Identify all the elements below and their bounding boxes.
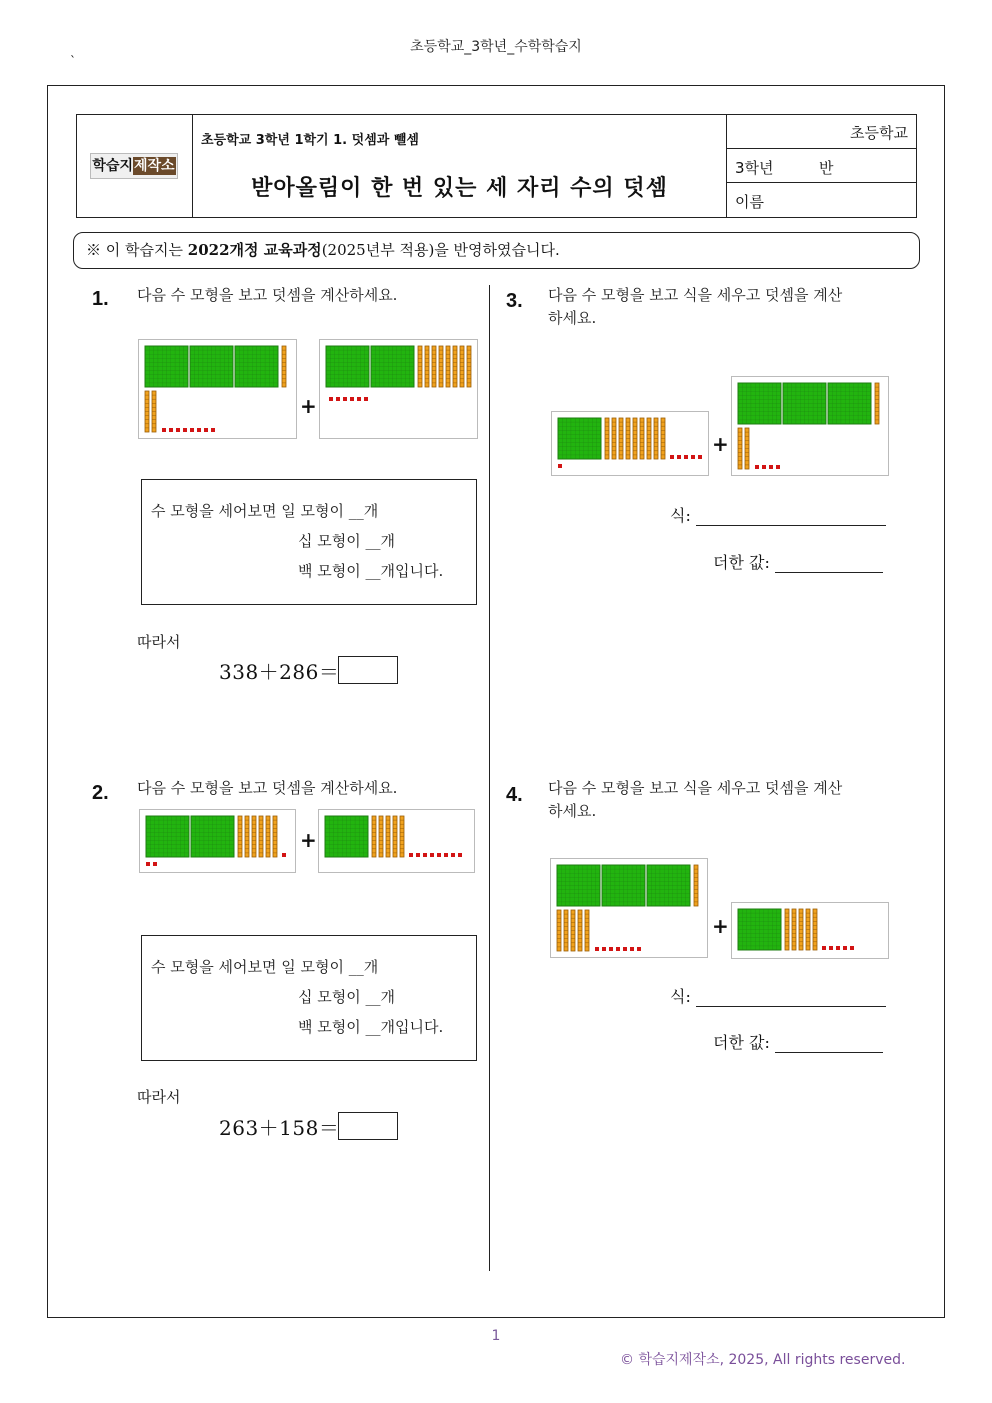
hundred-flat	[558, 418, 601, 459]
q4-instruction-line1: 다음 수 모형을 보고 식을 세우고 덧셈을 계산	[548, 779, 843, 797]
one-unit	[558, 464, 562, 468]
q3-sum-label: 더한 값:	[713, 553, 770, 572]
one-unit	[437, 853, 441, 857]
q1-model-b	[319, 339, 478, 439]
one-unit	[423, 853, 427, 857]
hundred-flat	[371, 346, 414, 387]
q4-plus-sign: +	[712, 914, 729, 938]
ten-rod	[661, 418, 665, 459]
q4-model-a	[550, 858, 708, 958]
one-unit	[416, 853, 420, 857]
q4-formula-label: 식:	[670, 987, 691, 1006]
ten-rod	[439, 346, 443, 387]
tick-mark: `	[70, 54, 76, 68]
one-unit	[350, 397, 354, 401]
q4-sum-blank[interactable]	[775, 1038, 883, 1053]
ten-rod	[386, 816, 390, 857]
ten-rod	[785, 909, 789, 950]
q2-instruction: 다음 수 모형을 보고 덧셈을 계산하세요.	[137, 779, 398, 797]
one-unit	[169, 428, 173, 432]
hundred-flat	[738, 383, 781, 424]
logo-text-1: 학습지	[92, 158, 133, 174]
school-label: 초등학교	[850, 124, 908, 142]
ten-rod	[738, 428, 742, 469]
ten-rod	[647, 418, 651, 459]
one-unit	[336, 397, 340, 401]
ten-rod	[372, 816, 376, 857]
one-unit	[755, 465, 759, 469]
q4-formula-row	[670, 984, 886, 1007]
name-label: 이름	[735, 193, 764, 211]
subtitle: 초등학교 3학년 1학기 1. 덧셈과 뺄셈	[201, 133, 419, 148]
hundred-flat	[145, 346, 188, 387]
ten-rod	[379, 816, 383, 857]
q2-equation: 263＋158＝	[219, 1116, 340, 1140]
q1-equation: 338＋286＝	[219, 660, 340, 684]
ten-rod	[799, 909, 803, 950]
class-label: 반	[819, 159, 834, 177]
q4-sum-row	[713, 1030, 883, 1053]
ten-rod	[564, 910, 568, 951]
q3-model-a	[551, 411, 709, 476]
q2-model-b	[318, 809, 475, 873]
ten-rod	[238, 816, 242, 857]
ten-rod	[418, 346, 422, 387]
ten-rod	[875, 383, 879, 424]
one-unit	[282, 853, 286, 857]
one-unit	[623, 947, 627, 951]
q2-answer-box[interactable]	[338, 1112, 398, 1140]
one-unit	[769, 465, 773, 469]
q2-count-box	[141, 935, 477, 1061]
q4-number: 4.	[506, 784, 523, 806]
hundred-flat	[146, 816, 189, 857]
notice-bold: 2022개정 교육과정	[187, 241, 322, 259]
one-unit	[364, 397, 368, 401]
notice-prefix: ※ 이 학습지는	[86, 241, 188, 259]
ten-rod	[557, 910, 561, 951]
one-unit	[595, 947, 599, 951]
hundred-flat	[738, 909, 781, 950]
one-unit	[677, 455, 681, 459]
one-unit	[357, 397, 361, 401]
ten-rod	[813, 909, 817, 950]
one-unit	[691, 455, 695, 459]
one-unit	[176, 428, 180, 432]
ten-rod	[640, 418, 644, 459]
q3-plus-sign: +	[712, 432, 729, 456]
ten-rod	[266, 816, 270, 857]
q4-formula-blank[interactable]	[696, 992, 886, 1007]
page-number: 1	[491, 1328, 501, 1344]
curriculum-notice	[73, 232, 920, 269]
ten-rod	[605, 418, 609, 459]
q1-therefore: 따라서	[137, 633, 181, 651]
column-divider	[489, 285, 490, 1271]
page-header: 초등학교_3학년_수학학습지	[410, 39, 582, 55]
ten-rod	[145, 391, 149, 432]
q2-therefore: 따라서	[137, 1088, 181, 1106]
one-unit	[684, 455, 688, 459]
q1-count-box	[141, 479, 477, 605]
q1-count-line-ones: 수 모형을 세어보면 일 모형이 __개	[151, 502, 379, 520]
q3-instruction-line2: 하세요.	[548, 309, 597, 327]
one-unit	[451, 853, 455, 857]
q1-count-line-hundreds: 백 모형이 __개입니다.	[298, 562, 444, 580]
ten-rod	[792, 909, 796, 950]
ten-rod	[571, 910, 575, 951]
ten-rod	[612, 418, 616, 459]
one-unit	[637, 947, 641, 951]
hundred-flat	[325, 816, 368, 857]
ten-rod	[252, 816, 256, 857]
main-title: 받아올림이 한 번 있는 세 자리 수의 덧셈	[251, 176, 668, 201]
logo-text-2: 제작소	[134, 158, 175, 174]
q3-sum-row	[713, 550, 883, 573]
hundred-flat	[190, 346, 233, 387]
ten-rod	[745, 428, 749, 469]
hundred-flat	[828, 383, 871, 424]
one-unit	[190, 428, 194, 432]
q4-model-b	[731, 902, 889, 959]
q3-number: 3.	[506, 290, 523, 312]
one-unit	[153, 862, 157, 866]
hundred-flat	[326, 346, 369, 387]
q2-number: 2.	[92, 782, 109, 804]
ten-rod	[460, 346, 464, 387]
hundred-flat	[557, 865, 600, 906]
info-row-school	[727, 115, 916, 149]
one-unit	[458, 853, 462, 857]
one-unit	[197, 428, 201, 432]
one-unit	[829, 946, 833, 950]
hundred-flat	[235, 346, 278, 387]
one-unit	[444, 853, 448, 857]
page-frame	[47, 85, 945, 1318]
ten-rod	[446, 346, 450, 387]
hundred-flat	[647, 865, 690, 906]
one-unit	[609, 947, 613, 951]
ten-rod	[453, 346, 457, 387]
ten-rod	[694, 865, 698, 906]
q2-count-line-hundreds: 백 모형이 __개입니다.	[298, 1018, 444, 1036]
ten-rod	[393, 816, 397, 857]
one-unit	[211, 428, 215, 432]
grade-label: 3학년	[735, 159, 774, 177]
q4-sum-label: 더한 값:	[713, 1033, 770, 1052]
one-unit	[430, 853, 434, 857]
q3-instruction-line1: 다음 수 모형을 보고 식을 세우고 덧셈을 계산	[548, 286, 843, 304]
one-unit	[329, 397, 333, 401]
logo-cell	[77, 115, 193, 217]
one-unit	[409, 853, 413, 857]
ten-rod	[585, 910, 589, 951]
q1-answer-box[interactable]	[338, 656, 398, 684]
ten-rod	[633, 418, 637, 459]
ten-rod	[400, 816, 404, 857]
one-unit	[630, 947, 634, 951]
header-table	[76, 114, 917, 218]
q3-formula-row	[670, 503, 886, 526]
q3-formula-label: 식:	[670, 506, 691, 525]
ten-rod	[654, 418, 658, 459]
one-unit	[822, 946, 826, 950]
one-unit	[776, 465, 780, 469]
copyright: © 학습지제작소, 2025, All rights reserved.	[620, 1352, 906, 1368]
one-unit	[146, 862, 150, 866]
one-unit	[616, 947, 620, 951]
ten-rod	[432, 346, 436, 387]
ten-rod	[619, 418, 623, 459]
ten-rod	[282, 346, 286, 387]
one-unit	[343, 397, 347, 401]
ten-rod	[152, 391, 156, 432]
q2-model-a	[139, 809, 296, 873]
one-unit	[602, 947, 606, 951]
q3-sum-blank[interactable]	[775, 558, 883, 573]
hundred-flat	[191, 816, 234, 857]
ten-rod	[259, 816, 263, 857]
one-unit	[836, 946, 840, 950]
notice-suffix: (2025년부 적용)을 반영하였습니다.	[321, 241, 560, 259]
one-unit	[204, 428, 208, 432]
q1-model-a	[138, 339, 297, 439]
one-unit	[850, 946, 854, 950]
ten-rod	[425, 346, 429, 387]
q1-plus-sign: +	[300, 394, 317, 418]
q2-plus-sign: +	[300, 828, 317, 852]
q1-instruction: 다음 수 모형을 보고 덧셈을 계산하세요.	[137, 286, 398, 304]
logo	[90, 153, 178, 179]
one-unit	[762, 465, 766, 469]
info-row-grade[interactable]	[727, 149, 916, 183]
ten-rod	[245, 816, 249, 857]
q2-count-line-tens: 십 모형이 __개	[298, 988, 395, 1006]
q1-number: 1.	[92, 288, 109, 310]
info-row-name[interactable]	[727, 183, 916, 217]
ten-rod	[806, 909, 810, 950]
ten-rod	[578, 910, 582, 951]
one-unit	[670, 455, 674, 459]
q1-count-line-tens: 십 모형이 __개	[298, 532, 395, 550]
one-unit	[183, 428, 187, 432]
title-cell	[193, 115, 727, 217]
hundred-flat	[783, 383, 826, 424]
q4-instruction-line2: 하세요.	[548, 802, 597, 820]
one-unit	[843, 946, 847, 950]
hundred-flat	[602, 865, 645, 906]
ten-rod	[467, 346, 471, 387]
info-cell	[727, 115, 916, 217]
q2-count-line-ones: 수 모형을 세어보면 일 모형이 __개	[151, 958, 379, 976]
ten-rod	[273, 816, 277, 857]
q3-model-b	[731, 376, 889, 476]
one-unit	[698, 455, 702, 459]
ten-rod	[626, 418, 630, 459]
q3-formula-blank[interactable]	[696, 511, 886, 526]
one-unit	[162, 428, 166, 432]
